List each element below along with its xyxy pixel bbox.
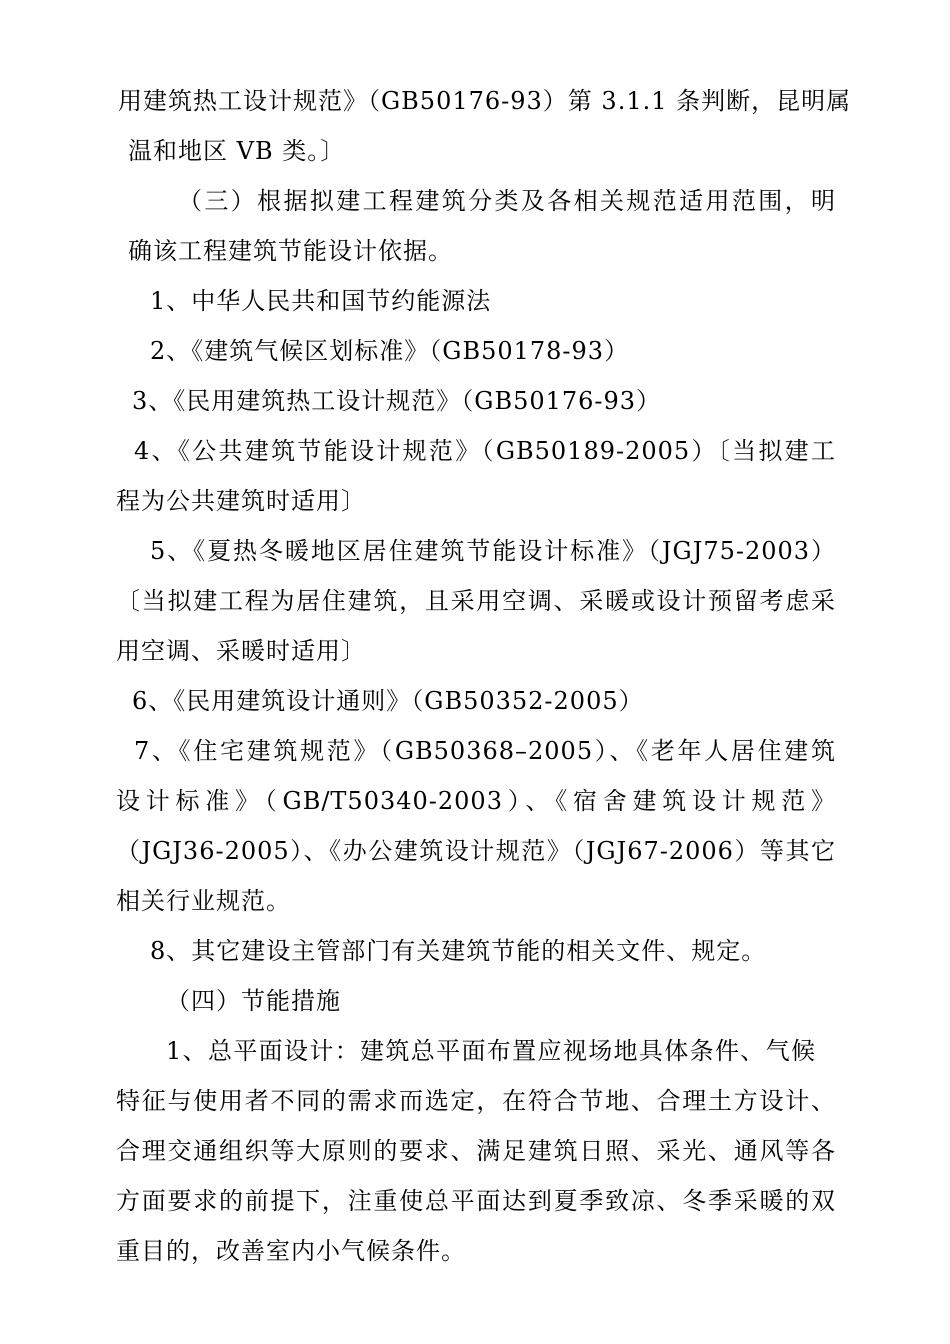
paragraph-line: 合理交通组织等大原则的要求、满足建筑日照、采光、通风等各 — [116, 1137, 836, 1165]
paragraph-line: 确该工程建筑节能设计依据。 — [128, 237, 453, 265]
list-item: 7、《住宅建筑规范》（GB50368–2005）、《老年人居住建筑 — [134, 737, 836, 765]
list-item-continuation: （JGJ36-2005）、《办公建筑设计规范》（JGJ67-2006）等其它 — [116, 837, 836, 865]
list-item: 3、《民用建筑热工设计规范》（GB50176-93） — [132, 387, 662, 415]
list-item-continuation: 程为公共建筑时适用〕 — [116, 487, 366, 515]
list-item-continuation: 相关行业规范。 — [116, 887, 291, 915]
list-item-continuation: 用空调、采暖时适用〕 — [116, 637, 366, 665]
list-item: 4、《公共建筑节能设计规范》（GB50189-2005）〔当拟建工 — [134, 437, 836, 465]
list-item: 8、其它建设主管部门有关建筑节能的相关文件、规定。 — [150, 937, 767, 965]
list-item: 5、《夏热冬暖地区居住建筑节能设计标准》（JGJ75-2003） — [150, 537, 836, 565]
paragraph-line: 用建筑热工设计规范》（GB50176-93）第 3.1.1 条判断，昆明属 — [118, 87, 852, 115]
paragraph-line: 温和地区 VB 类。〕 — [128, 137, 346, 165]
list-item: 2、《建筑气候区划标准》（GB50178-93） — [150, 337, 630, 365]
section-heading-4: （四）节能措施 — [166, 987, 341, 1015]
paragraph-line: 1、总平面设计：建筑总平面布置应视场地具体条件、气候 — [166, 1037, 816, 1065]
list-item-continuation: 设计标准》（GB/T50340-2003）、《宿舍建筑设计规范》 — [116, 787, 836, 815]
list-item-continuation: 〔当拟建工程为居住建筑，且采用空调、采暖或设计预留考虑采 — [116, 587, 836, 615]
list-item: 1、中华人民共和国节约能源法 — [150, 287, 492, 315]
list-item: 6、《民用建筑设计通则》（GB50352-2005） — [132, 687, 644, 715]
paragraph-line: 重目的，改善室内小气候条件。 — [116, 1237, 466, 1265]
section-heading-3: （三）根据拟建工程建筑分类及各相关规范适用范围，明 — [178, 187, 836, 215]
paragraph-line: 特征与使用者不同的需求而选定，在符合节地、合理土方设计、 — [116, 1087, 836, 1115]
paragraph-line: 方面要求的前提下，注重使总平面达到夏季致凉、冬季采暖的双 — [116, 1187, 836, 1215]
